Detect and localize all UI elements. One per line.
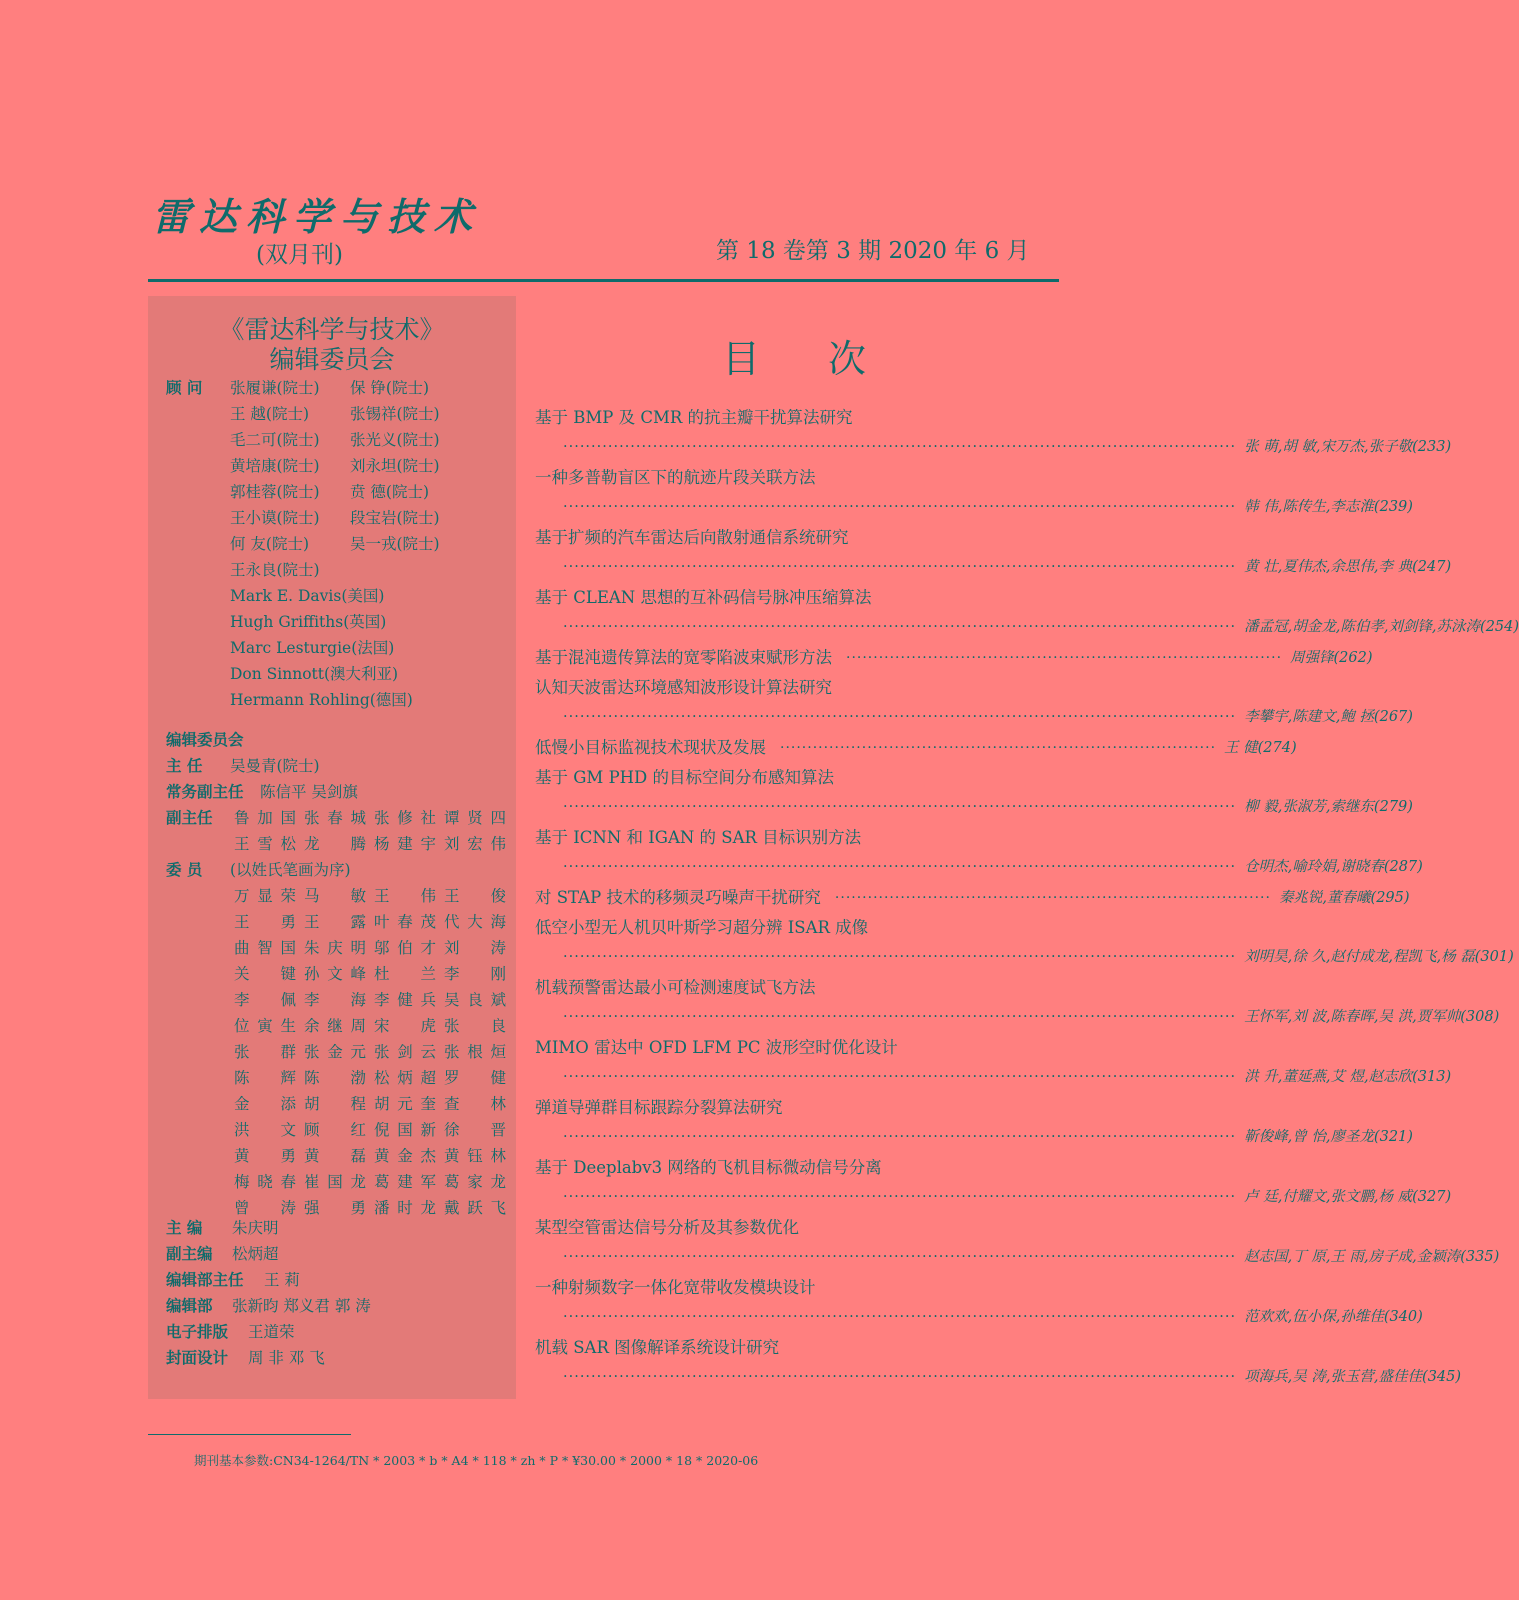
advisor-name: 张锡祥(院士) — [350, 405, 440, 423]
advisor-name: Don Sinnott(澳大利亚) — [230, 665, 399, 683]
toc-entry — [535, 885, 1410, 911]
advisor-name: 吴一戎(院士) — [350, 535, 440, 553]
advisor-name: Hugh Griffiths(英国) — [230, 613, 387, 631]
advisor-name: 何 友(院士) — [230, 535, 310, 553]
toc-entry-byline-row — [563, 1125, 1413, 1149]
advisor-name: 保 铮(院士) — [350, 379, 430, 397]
member-name: 梅晓春 — [234, 1173, 296, 1191]
member-name: 黄钰林 — [444, 1147, 506, 1165]
toc-entry-title: 一种射频数字一体化宽带收发模块设计 — [535, 1278, 816, 1297]
member-name: 罗 健 — [444, 1069, 506, 1087]
member-name: 曲智国 — [234, 939, 296, 957]
toc-entry-byline-row — [563, 1365, 1462, 1389]
leader-dots: ························································································································ — [563, 499, 1237, 515]
member-name: 杜 兰 — [374, 965, 436, 983]
leader-dots: ························································································································ — [563, 439, 1237, 455]
toc-entry-title: 低空小型无人机贝叶斯学习超分辨 ISAR 成像 — [535, 918, 869, 937]
issue-info: 第 18 卷第 3 期 2020 年 6 月 — [716, 238, 1030, 264]
toc-entry-byline-row — [563, 1305, 1423, 1329]
member-name: 潘时龙 — [374, 1199, 436, 1217]
toc-entry-title: 低慢小目标监视技术现状及发展 — [535, 738, 766, 757]
member-name: 曾 涛 — [234, 1199, 296, 1217]
member-name: 戴跃飞 — [444, 1199, 506, 1217]
office-director-name: 王 莉 — [264, 1271, 300, 1289]
toc-entry-byline: 赵志国,丁 原,王 雨,房子成,金颖涛(335) — [1244, 1249, 1500, 1265]
toc-entry-title: 基于 Deeplabv3 网络的飞机目标微动信号分离 — [535, 1158, 882, 1177]
leader-dots: ························································································································ — [563, 1009, 1237, 1025]
member-name: 叶春茂 — [374, 913, 436, 931]
member-name: 查 林 — [444, 1095, 506, 1113]
journal-title: 雷达科学与技术 — [152, 194, 482, 239]
leader-dots: ························································································································ — [563, 559, 1237, 575]
member-name: 李健兵 — [374, 991, 436, 1009]
toc-entry-byline-row — [563, 1185, 1452, 1209]
members-note: (以姓氏笔画为序) — [230, 861, 351, 879]
toc-entry-title: 基于 GM PHD 的目标空间分布感知算法 — [535, 768, 835, 787]
member-name: 张春城 — [304, 809, 366, 827]
footer-rule — [148, 1434, 351, 1435]
leader-dots: ················································································ — [846, 650, 1283, 666]
toc-entry — [535, 735, 1297, 761]
member-name: 余继周 — [304, 1017, 366, 1035]
member-name: 龙 腾 — [304, 835, 366, 853]
toc-entry-byline: 李攀宇,陈建文,鲍 拯(267) — [1244, 709, 1413, 725]
chief-editor-name: 朱庆明 — [232, 1219, 279, 1237]
toc-entry-byline: 韩 伟,陈传生,李志淮(239) — [1244, 499, 1413, 515]
toc-entry-byline-row — [563, 495, 1413, 519]
toc-entry-byline: 张 萌,胡 敏,宋万杰,张子敬(233) — [1244, 439, 1452, 455]
member-name: 杨建宇 — [374, 835, 436, 853]
advisor-name: Marc Lesturgie(法国) — [230, 639, 395, 657]
toc-title: 目次 — [722, 337, 935, 381]
member-name: 陈 辉 — [234, 1069, 296, 1087]
member-name: 松炳超 — [374, 1069, 436, 1087]
toc-entry-byline-row — [563, 855, 1423, 879]
leader-dots: ························································································································ — [563, 799, 1237, 815]
member-name: 黄 勇 — [234, 1147, 296, 1165]
deputy-label: 副主任 — [166, 808, 213, 827]
toc-entry-byline-row — [563, 1065, 1452, 1089]
leader-dots: ························································································································ — [563, 1189, 1237, 1205]
member-name: 刘宏伟 — [444, 835, 506, 853]
board-heading-journal: 《雷达科学与技术》 — [219, 315, 445, 344]
member-name: 马 敏 — [304, 887, 366, 905]
leader-dots: ························································································································ — [563, 859, 1237, 875]
member-name: 关 键 — [234, 965, 296, 983]
member-name: 胡 程 — [304, 1095, 366, 1113]
typesetting-name: 王道荣 — [248, 1323, 295, 1341]
advisor-name: 王小谟(院士) — [230, 509, 320, 527]
member-name: 万显荣 — [234, 887, 296, 905]
advisor-name: Mark E. Davis(美国) — [230, 587, 385, 605]
toc-entry-byline-row — [563, 705, 1413, 729]
member-name: 王 勇 — [234, 913, 296, 931]
member-name: 王 伟 — [374, 887, 436, 905]
toc-entry-title: 机载预警雷达最小可检测速度试飞方法 — [535, 978, 816, 997]
toc-entry-title: MIMO 雷达中 OFD LFM PC 波形空时优化设计 — [535, 1038, 898, 1057]
advisor-name: 王永良(院士) — [230, 561, 320, 579]
exec-deputy-label: 常务副主任 — [166, 782, 244, 801]
member-name: 代大海 — [444, 913, 506, 931]
toc-entry — [535, 645, 1373, 671]
toc-entry-byline-row — [563, 945, 1514, 969]
toc-entry-title: 弹道导弹群目标跟踪分裂算法研究 — [535, 1098, 783, 1117]
member-name: 谭贤四 — [444, 809, 506, 827]
leader-dots: ························································································································ — [563, 1369, 1237, 1385]
member-name: 张金元 — [304, 1043, 366, 1061]
office-staff-names: 张新昀 郑义君 郭 涛 — [232, 1297, 371, 1315]
member-name: 宋 虎 — [374, 1017, 436, 1035]
leader-dots: ························································································································ — [563, 1249, 1237, 1265]
toc-entry-title: 某型空管雷达信号分析及其参数优化 — [535, 1218, 799, 1237]
member-name: 李 海 — [304, 991, 366, 1009]
toc-entry-title: 认知天波雷达环境感知波形设计算法研究 — [535, 678, 832, 697]
toc-entry-byline-row — [563, 615, 1519, 639]
member-name: 崔国龙 — [304, 1173, 366, 1191]
member-name: 张 良 — [444, 1017, 506, 1035]
advisors-label: 顾 问 — [166, 378, 203, 397]
member-name: 徐 晋 — [444, 1121, 506, 1139]
cover-design-names: 周 非 邓 飞 — [248, 1349, 325, 1367]
toc-entry-title: 一种多普勒盲区下的航迹片段关联方法 — [535, 468, 816, 487]
toc-entry-title: 对 STAP 技术的移频灵巧噪声干扰研究 — [535, 888, 821, 907]
toc-entry-title: 基于 CLEAN 思想的互补码信号脉冲压缩算法 — [535, 588, 872, 607]
member-name: 顾 红 — [304, 1121, 366, 1139]
member-name: 张修社 — [374, 809, 436, 827]
advisor-name: 刘永坦(院士) — [350, 457, 440, 475]
advisor-name: 段宝岩(院士) — [350, 509, 440, 527]
member-name: 强 勇 — [304, 1199, 366, 1217]
leader-dots: ························································································································ — [563, 1069, 1237, 1085]
member-name: 金 添 — [234, 1095, 296, 1113]
chief-editor-label: 主 编 — [166, 1218, 203, 1237]
leader-dots: ························································································································ — [563, 949, 1237, 965]
exec-deputy-names: 陈信平 吴剑旗 — [260, 783, 358, 801]
member-name: 鲁加国 — [234, 809, 296, 827]
leader-dots: ················································································ — [780, 740, 1217, 756]
members-label: 委 员 — [166, 860, 203, 879]
journal-parameters: 期刊基本参数:CN34-1264/TN * 2003 * b * A4 * 118 * zh * P * ¥30.00 * 2000 * 18 * 2020-06 — [194, 1453, 759, 1468]
member-name: 王 露 — [304, 913, 366, 931]
toc-entry-byline: 王 健(274) — [1224, 740, 1297, 756]
member-name: 黄金杰 — [374, 1147, 436, 1165]
editorial-board-panel — [148, 296, 516, 1399]
toc-entry-byline: 仓明杰,喻玲娟,谢晓春(287) — [1244, 859, 1423, 875]
member-name: 倪国新 — [374, 1121, 436, 1139]
office-label: 编辑部 — [166, 1296, 213, 1315]
toc-entry-byline: 刘明昊,徐 久,赵付成龙,程凯飞,杨 磊(301) — [1244, 949, 1514, 965]
advisor-name: 黄培康(院士) — [230, 457, 320, 475]
member-name: 李 佩 — [234, 991, 296, 1009]
member-name: 朱庆明 — [304, 939, 366, 957]
member-name: 位寅生 — [234, 1017, 296, 1035]
leader-dots: ························································································································ — [563, 1129, 1237, 1145]
member-name: 陈 渤 — [304, 1069, 366, 1087]
member-name: 洪 文 — [234, 1121, 296, 1139]
member-name: 黄 磊 — [304, 1147, 366, 1165]
leader-dots: ················································································ — [834, 890, 1271, 906]
leader-dots: ························································································································ — [563, 1309, 1237, 1325]
member-name: 刘 涛 — [444, 939, 506, 957]
toc-entry-byline-row — [563, 555, 1452, 579]
member-name: 葛建军 — [374, 1173, 436, 1191]
board-heading-committee: 编辑委员会 — [269, 345, 395, 374]
member-name: 张根烜 — [444, 1043, 506, 1061]
advisor-name: 贲 德(院士) — [350, 483, 430, 501]
member-name: 张剑云 — [374, 1043, 436, 1061]
typesetting-label: 电子排版 — [166, 1322, 229, 1341]
toc-entry-byline: 秦兆锐,董春曦(295) — [1278, 890, 1410, 906]
toc-entry-title: 基于扩频的汽车雷达后向散射通信系统研究 — [535, 528, 849, 547]
toc-entry-title: 基于 BMP 及 CMR 的抗主瓣干扰算法研究 — [535, 408, 853, 427]
toc-entry-byline: 卢 廷,付耀文,张文鹏,杨 威(327) — [1244, 1189, 1452, 1205]
advisor-name: 张光义(院士) — [350, 431, 440, 449]
toc-entry-byline: 项海兵,吴 涛,张玉营,盛佳佳(345) — [1244, 1369, 1462, 1385]
cover-design-label: 封面设计 — [166, 1348, 229, 1367]
toc-entry-byline-row — [563, 1245, 1500, 1269]
advisor-name: 郭桂蓉(院士) — [230, 483, 320, 501]
director-label: 主 任 — [166, 756, 203, 775]
toc-entry-title: 基于 ICNN 和 IGAN 的 SAR 目标识别方法 — [535, 828, 862, 847]
office-director-label: 编辑部主任 — [166, 1270, 244, 1289]
advisor-name: 毛二可(院士) — [230, 431, 320, 449]
journal-frequency: (双月刊) — [256, 242, 343, 268]
toc-entry-byline: 周强锋(262) — [1290, 650, 1373, 666]
toc-entry-byline: 黄 壮,夏伟杰,余思伟,李 典(247) — [1244, 559, 1452, 575]
member-name: 王雪松 — [234, 835, 296, 853]
member-name: 胡元奎 — [374, 1095, 436, 1113]
toc-entry-title: 机载 SAR 图像解译系统设计研究 — [535, 1338, 780, 1357]
toc-entry-byline: 王怀军,刘 波,陈春晖,吴 洪,贾军帅(308) — [1244, 1009, 1500, 1025]
toc-entry-byline-row — [563, 1005, 1500, 1029]
toc-entry-byline: 范欢欢,伍小保,孙维佳(340) — [1244, 1309, 1423, 1325]
member-name: 张 群 — [234, 1043, 296, 1061]
leader-dots: ························································································································ — [563, 619, 1237, 635]
deputy-editor-label: 副主编 — [166, 1244, 213, 1263]
leader-dots: ························································································································ — [563, 709, 1237, 725]
toc-entry-byline-row — [563, 435, 1452, 459]
toc-entry-title: 基于混沌遗传算法的宽零陷波束赋形方法 — [535, 648, 832, 667]
header-rule — [148, 279, 1059, 282]
member-name: 葛家龙 — [444, 1173, 506, 1191]
advisor-name: Hermann Rohling(德国) — [230, 691, 413, 709]
toc-entry-byline: 洪 升,董延燕,艾 煜,赵志欣(313) — [1244, 1069, 1452, 1085]
member-name: 王 俊 — [444, 887, 506, 905]
member-name: 孙文峰 — [304, 965, 366, 983]
member-name: 邬伯才 — [374, 939, 436, 957]
toc-entry-byline: 潘孟冠,胡金龙,陈伯孝,刘剑锋,苏泳涛(254) — [1244, 619, 1519, 635]
committee-label: 编辑委员会 — [166, 730, 244, 749]
advisor-name: 张履谦(院士) — [230, 379, 320, 397]
deputy-editor-name: 松炳超 — [232, 1245, 279, 1263]
member-name: 吴良斌 — [444, 991, 506, 1009]
toc-entry-byline-row — [563, 795, 1413, 819]
toc-entry-byline: 靳俊峰,曾 怡,廖圣龙(321) — [1244, 1129, 1413, 1145]
advisor-name: 王 越(院士) — [230, 405, 310, 423]
member-name: 李 刚 — [444, 965, 506, 983]
toc-entry-byline: 柳 毅,张淑芳,索继东(279) — [1244, 799, 1413, 815]
director-name: 吴曼青(院士) — [230, 757, 320, 775]
